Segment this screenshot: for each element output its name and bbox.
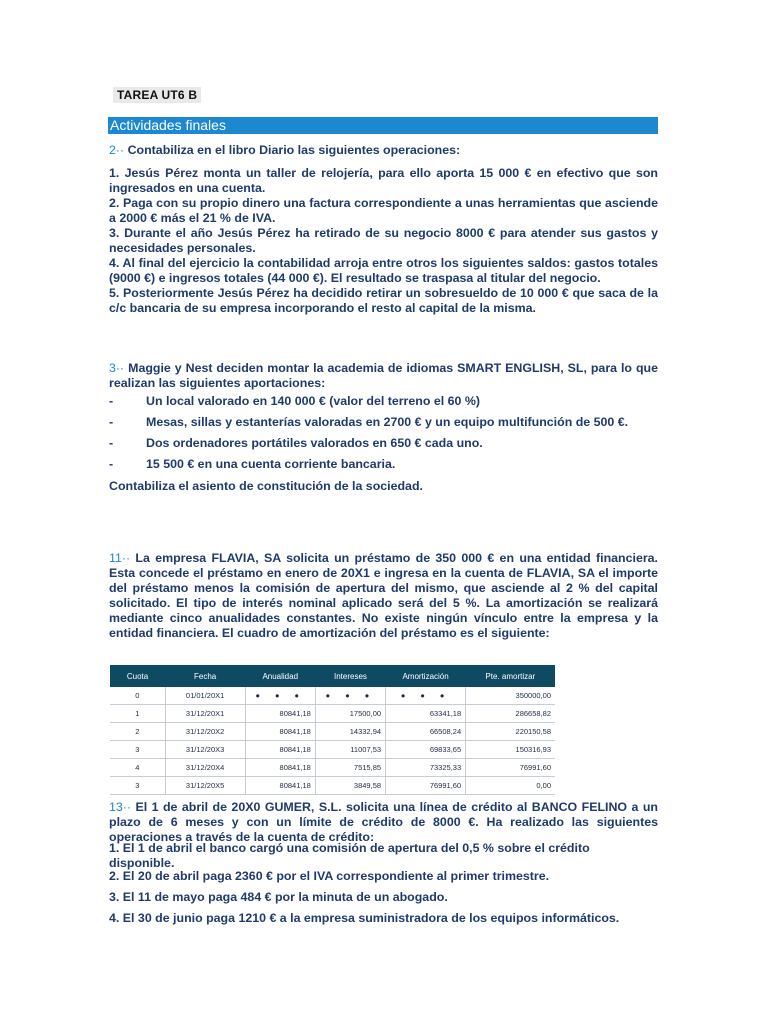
table-cell: 0 [110,687,165,705]
table-cell: 2 [110,723,165,741]
table-cell: 3849,58 [315,777,385,795]
table-cell: 80841,18 [245,723,315,741]
list-item: - Un local valorado en 140 000 € (valor del terreno el 60 %) [109,394,480,408]
table-cell: 7515,85 [315,759,385,777]
task-tag: TAREA UT6 B [113,87,201,103]
table-row [110,759,555,777]
table-cell: 31/12/20X1 [165,705,245,723]
exercise-2 [109,143,658,316]
list-item: - Mesas, sillas y estanterías valoradas en 2700 € y un equipo multifunción de 500 €. [109,415,629,429]
table-cell: 80841,18 [245,777,315,795]
table-cell: 80841,18 [245,741,315,759]
table-cell: 31/12/20X5 [165,777,245,795]
table-cell: 11007,53 [315,741,385,759]
column-header: Anualidad [245,665,315,687]
table-cell: 3 [110,777,165,795]
table-row [110,723,555,741]
exercise-number: 11·· [109,551,131,565]
list-item: - Dos ordenadores portátiles valorados en 650 € cada uno. [109,436,483,450]
table-cell: 17500,00 [315,705,385,723]
column-header: Cuota [110,665,165,687]
table-row [110,705,555,723]
table-cell: 76991,60 [466,759,555,777]
column-header: Pte. amortizar [466,665,555,687]
exercise-2-item: 3. Durante el año Jesús Pérez ha retirado de su negocio 8000 € para atender sus gastos y necesidades personales. [109,226,658,255]
table-cell: 73325,33 [386,759,466,777]
table-cell: 220150,58 [466,723,555,741]
table-cell: 4 [110,759,165,777]
table-row [110,687,555,705]
exercise-11 [109,551,658,641]
exercise-11-text: 11·· La empresa FLAVIA, SA solicita un préstamo de 350 000 € en una entidad financiera. Esta concede el préstamo en enero de 20X1 e ingresa en la cuenta de FLAVIA, SA el importe del préstamo menos la comisión de apertura del mismo, que asciende al 2 % del capital solicitado. El tipo de interés nominal aplicado será del 5 %. La amortización se realizará mediante cinco anualidades constantes. No existe ningún vínculo entre la empresa y la entidad financiera. El cuadro de amortización del préstamo es el siguiente: [109,551,658,640]
table-cell: 31/12/20X2 [165,723,245,741]
exercise-13 [109,800,658,929]
table-cell: 0,00 [466,777,555,795]
table-cell: 31/12/20X4 [165,759,245,777]
exercise-2-item: 4. Al final del ejercicio la contabilidad arroja entre otros los siguientes saldos: gastos totales (9000 €) e ingresos totales (44 000 €). El resultado se traspasa al titular del negocio. [109,256,658,285]
table-cell: 66508,24 [386,723,466,741]
table-cell: 350000,00 [466,687,555,705]
exercise-3 [109,361,658,494]
table-cell: 69833,65 [386,741,466,759]
table-cell: 14332,94 [315,723,385,741]
table-header-row [110,665,555,687]
column-header: Amortización [386,665,466,687]
exercise-2-item: 2. Paga con su propio dinero una factura correspondiente a unas herramientas que asciende a 2000 € más el 21 % de IVA. [109,196,658,225]
exercise-number: 2·· [109,143,125,157]
exercise-2-item: 1. Jesús Pérez monta un taller de relojería, para ello aporta 15 000 € en efectivo que son ingresados en una cuenta. [109,166,658,195]
column-header: Fecha [165,665,245,687]
table-cell: 1 [110,705,165,723]
list-item: 4. El 30 de junio paga 1210 € a la empresa suministradora de los equipos informáticos. [109,911,620,925]
table-cell: 286658,82 [466,705,555,723]
list-item: 2. El 20 de abril paga 2360 € por el IVA correspondiente al primer trimestre. [109,869,550,883]
table-cell: 01/01/20X1 [165,687,245,705]
list-item: 1. El 1 de abril el banco cargó una comisión de apertura del 0,5 % sobre el crédito disponible. [109,840,590,870]
table-cell: 63341,18 [386,705,466,723]
exercise-13-intro: 13·· El 1 de abril de 20X0 GUMER, S.L. solicita una línea de crédito al BANCO FELINO a un plazo de 6 meses y con un límite de crédito de 8000 €. Ha realizado las siguientes operaciones a través de la cuenta de crédito: [109,800,658,844]
table-cell: 31/12/20X3 [165,741,245,759]
table-cell: 80841,18 [245,759,315,777]
table-cell: • • • [245,687,315,705]
exercise-number: 3·· [109,361,125,375]
list-item: - 15 500 € en una cuenta corriente bancaria. [109,457,396,471]
column-header: Intereses [315,665,385,687]
section-title: Actividades finales [108,117,658,134]
exercise-2-item: 5. Posteriormente Jesús Pérez ha decidido retirar un sobresueldo de 10 000 € que saca de la c/c bancaria de su empresa incorporando el resto al capital de la misma. [109,286,658,315]
list-item: 3. El 11 de mayo paga 484 € por la minuta de un abogado. [109,890,448,904]
amortization-table [110,665,555,795]
table-cell: 3 [110,741,165,759]
table-cell: • • • [315,687,385,705]
table-row [110,777,555,795]
table-cell: 150316,93 [466,741,555,759]
exercise-number: 13·· [109,800,132,814]
exercise-2-intro: 2·· Contabiliza en el libro Diario las siguientes operaciones: [109,143,461,157]
exercise-3-intro: 3·· Maggie y Nest deciden montar la academia de idiomas SMART ENGLISH, SL, para lo que realizan las siguientes aportaciones: [109,361,658,390]
table-cell: 76991,60 [386,777,466,795]
table-cell: • • • [386,687,466,705]
exercise-3-closing: Contabiliza el asiento de constitución de la sociedad. [109,479,423,493]
table-cell: 80841,18 [245,705,315,723]
table-row [110,741,555,759]
